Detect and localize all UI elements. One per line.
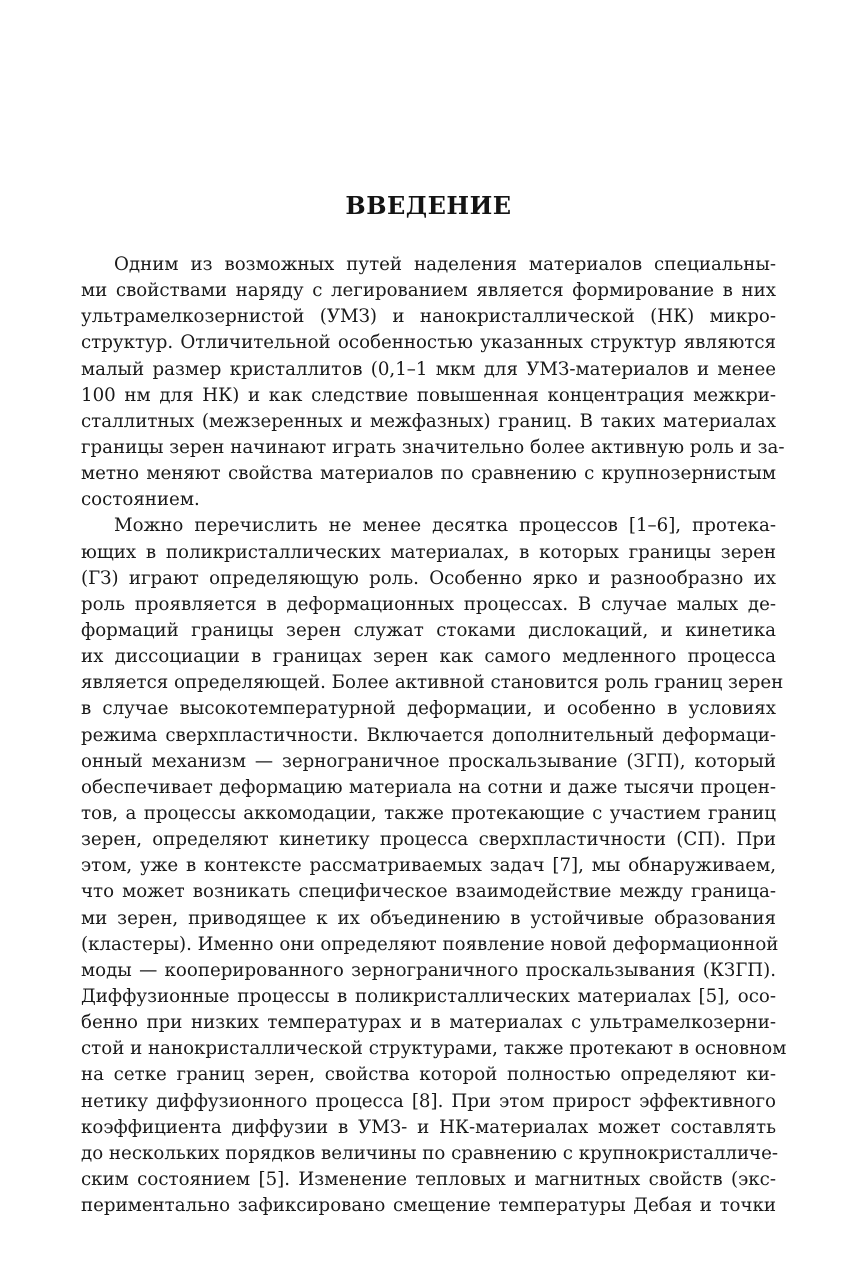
text-line: обеспечивает деформацию материала на сотни и даже тысячи процен- — [81, 776, 776, 798]
text-line: (кластеры). Именно они определяют появление новой деформационной — [81, 933, 779, 955]
text-line: их диссоциации в границах зерен как самого медленного процесса — [81, 646, 776, 668]
text-line: до нескольких порядков величины по сравнению с крупнокристалличе- — [81, 1142, 778, 1164]
text-line: моды — кооперированного зернограничного проскальзывания (КЗГП). — [81, 959, 776, 981]
text-line: Можно перечислить не менее десятка процессов [1–6], протека- — [114, 515, 776, 537]
body-text — [81, 252, 787, 1219]
text-line: зерен, определяют кинетику процесса сверхпластичности (СП). При — [81, 829, 776, 851]
text-line: 100 нм для НК) и как следствие повышенная концентрация межкри- — [81, 384, 776, 406]
text-line: периментально зафиксировано смещение температуры Дебая и точки — [81, 1195, 776, 1217]
text-line: на сетке границ зерен, свойства которой полностью определяют ки- — [81, 1064, 776, 1086]
text-line: нетику диффузионного процесса [8]. При этом прирост эффективного — [81, 1090, 776, 1112]
text-line: роль проявляется в деформационных процессах. В случае малых де- — [81, 593, 776, 615]
text-line: коэффициента диффузии в УМЗ- и НК-материалах может составлять — [81, 1116, 776, 1138]
text-line: ми зерен, приводящее к их объединению в устойчивые образования — [81, 907, 776, 929]
text-line: режима сверхпластичности. Включается дополнительный деформаци- — [81, 724, 776, 746]
text-line: сталлитных (межзеренных и межфазных) границ. В таких материалах — [81, 410, 776, 432]
text-line: онный механизм — зернограничное проскальзывание (ЗГП), который — [81, 750, 776, 772]
text-line: этом, уже в контексте рассматриваемых задач [7], мы обнаруживаем, — [81, 855, 776, 877]
text-line: ющих в поликристаллических материалах, в которых границы зерен — [81, 541, 776, 563]
paragraph — [81, 513, 787, 1219]
text-line: Одним из возможных путей наделения материалов специальны- — [114, 254, 776, 275]
text-line: структур. Отличительной особенностью указанных структур являются — [81, 332, 776, 354]
chapter-heading: ВВЕДЕНИЕ — [345, 191, 512, 220]
text-line: в случае высокотемпературной деформации, и особенно в условиях — [81, 698, 776, 720]
text-line: ультрамелкозернистой (УМЗ) и нанокристаллической (НК) микро- — [81, 306, 776, 328]
text-line: малый размер кристаллитов (0,1–1 мкм для УМЗ-материалов и менее — [81, 358, 776, 380]
text-line: что может возникать специфическое взаимодействие между граница- — [81, 881, 776, 903]
text-line: ским состоянием [5]. Изменение тепловых и магнитных свойств (экс- — [81, 1168, 776, 1190]
paragraph — [81, 252, 785, 513]
text-line: метно меняют свойства материалов по сравнению с крупнозернистым — [81, 463, 776, 485]
text-line: стой и нанокристаллической структурами, также протекают в основном — [81, 1038, 787, 1060]
text-line: Диффузионные процессы в поликристаллических материалах [5], осо- — [81, 985, 776, 1007]
text-line: является определяющей. Более активной становится роль границ зерен — [81, 672, 784, 694]
text-line: тов, а процессы аккомодации, также протекающие с участием границ — [81, 802, 776, 824]
text-line: ми свойствами наряду с легированием является формирование в них — [81, 280, 776, 302]
text-line: границы зерен начинают играть значительно более активную роль и за- — [81, 436, 785, 458]
text-line: бенно при низких температурах и в материалах с ультрамелкозерни- — [81, 1012, 776, 1034]
text-line: (ГЗ) играют определяющую роль. Особенно ярко и разнообразно их — [81, 567, 776, 589]
text-line: состоянием. — [81, 489, 200, 511]
text-line: формаций границы зерен служат стоками дислокаций, и кинетика — [81, 619, 776, 641]
